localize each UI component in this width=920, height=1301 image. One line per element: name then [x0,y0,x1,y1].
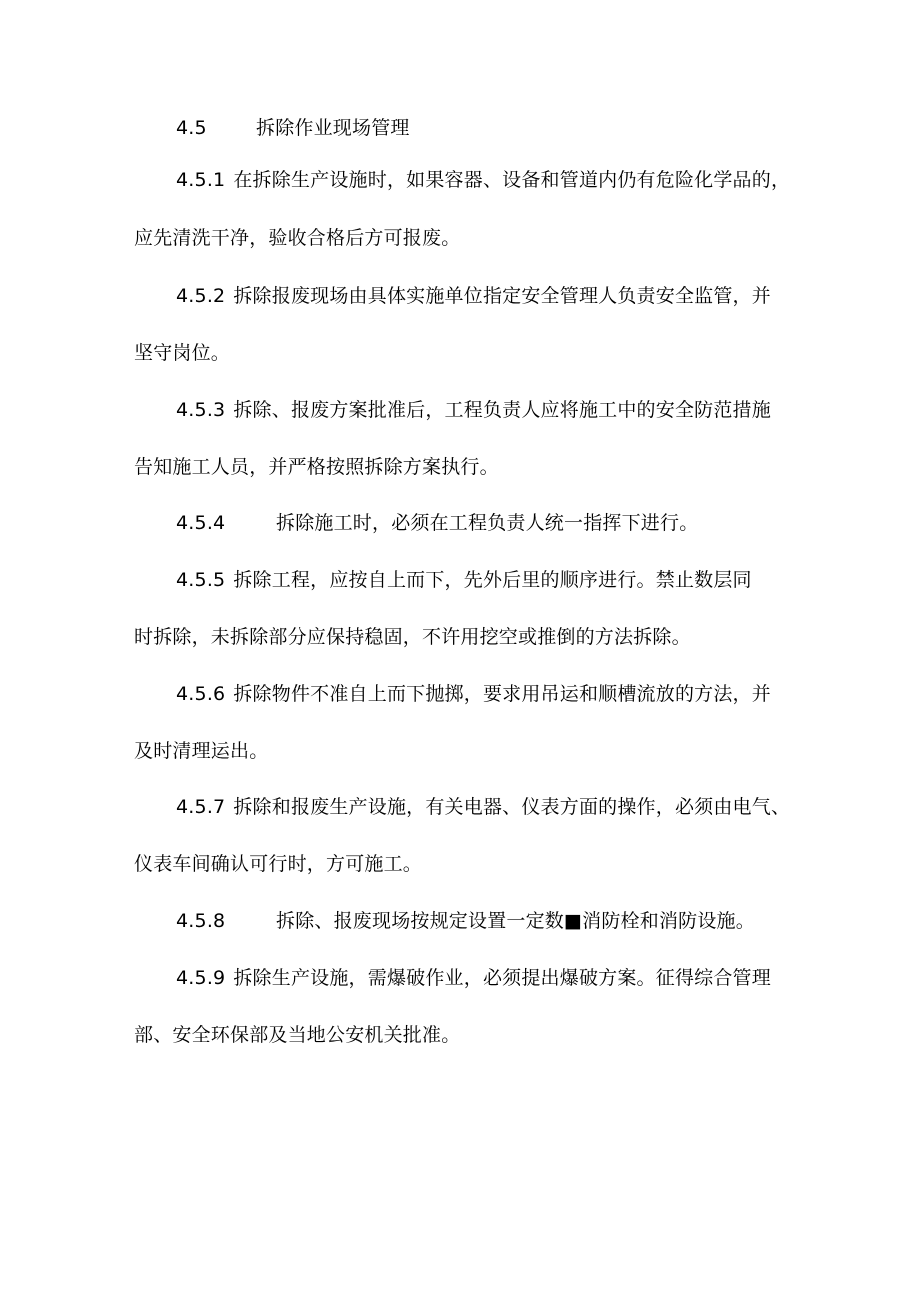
clause-4-5-2-line2: 坚守岗位。 [134,342,231,364]
clause-text: 拆除生产设施，需爆破作业，必须提出爆破方案。征得综合管理 [233,967,771,989]
clause-number: 4.5.2 [176,285,226,307]
clause-text: 在拆除生产设施时，如果容器、设备和管道内仍有危险化学品的， [233,169,791,191]
section-number: 4.5 [176,117,207,139]
clause-4-5-7-line2: 仪表车间确认可行时，方可施工。 [134,853,423,875]
clause-number: 4.5.8 [176,910,226,932]
clause-4-5-1-line2: 应先清洗干净，验收合格后方可报废。 [134,227,461,249]
clause-text: 拆除、报废现场按规定设置一定数■消防栓和消防设施。 [276,910,755,932]
clause-4-5-3-line1 [176,398,771,422]
clause-number: 4.5.9 [176,967,226,989]
clause-4-5-3-line2: 告知施工人员，并严格按照拆除方案执行。 [134,456,499,478]
clause-number: 4.5.4 [176,512,226,534]
clause-4-5-6-line2: 及时清理运出。 [134,740,269,762]
clause-text: 拆除和报废生产设施，有关电器、仪表方面的操作，必须由电气、 [233,796,791,818]
clause-4-5-8-line1 [176,909,755,933]
clause-text: 拆除物件不准自上而下抛掷，要求用吊运和顺槽流放的方法，并 [233,683,771,705]
clause-4-5-9-line1 [176,966,771,990]
clause-number: 4.5.7 [176,796,226,818]
clause-4-5-1-line1 [176,168,790,192]
clause-4-5-2-line1 [176,284,771,308]
clause-number: 4.5.1 [176,169,226,191]
clause-text: 拆除工程，应按自上而下，先外后里的顺序进行。禁止数层同 [233,569,752,591]
clause-number: 4.5.6 [176,683,226,705]
section-heading [176,116,410,140]
clause-number: 4.5.3 [176,399,226,421]
clause-4-5-6-line1 [176,682,771,706]
section-title: 拆除作业现场管理 [256,117,410,139]
clause-4-5-9-line2: 部、安全环保部及当地公安机关批准。 [134,1024,461,1046]
clause-text: 拆除、报废方案批准后，工程负责人应将施工中的安全防范措施 [233,399,771,421]
clause-4-5-7-line1 [176,795,790,819]
clause-text: 拆除报废现场由具体实施单位指定安全管理人负责安全监管，并 [233,285,771,307]
clause-4-5-5-line2: 时拆除，未拆除部分应保持稳固，不许用挖空或推倒的方法拆除。 [134,626,691,648]
clause-4-5-4-line1 [176,511,698,535]
clause-4-5-5-line1 [176,568,752,592]
clause-text: 拆除施工时，必须在工程负责人统一指挥下进行。 [276,512,699,534]
clause-number: 4.5.5 [176,569,226,591]
